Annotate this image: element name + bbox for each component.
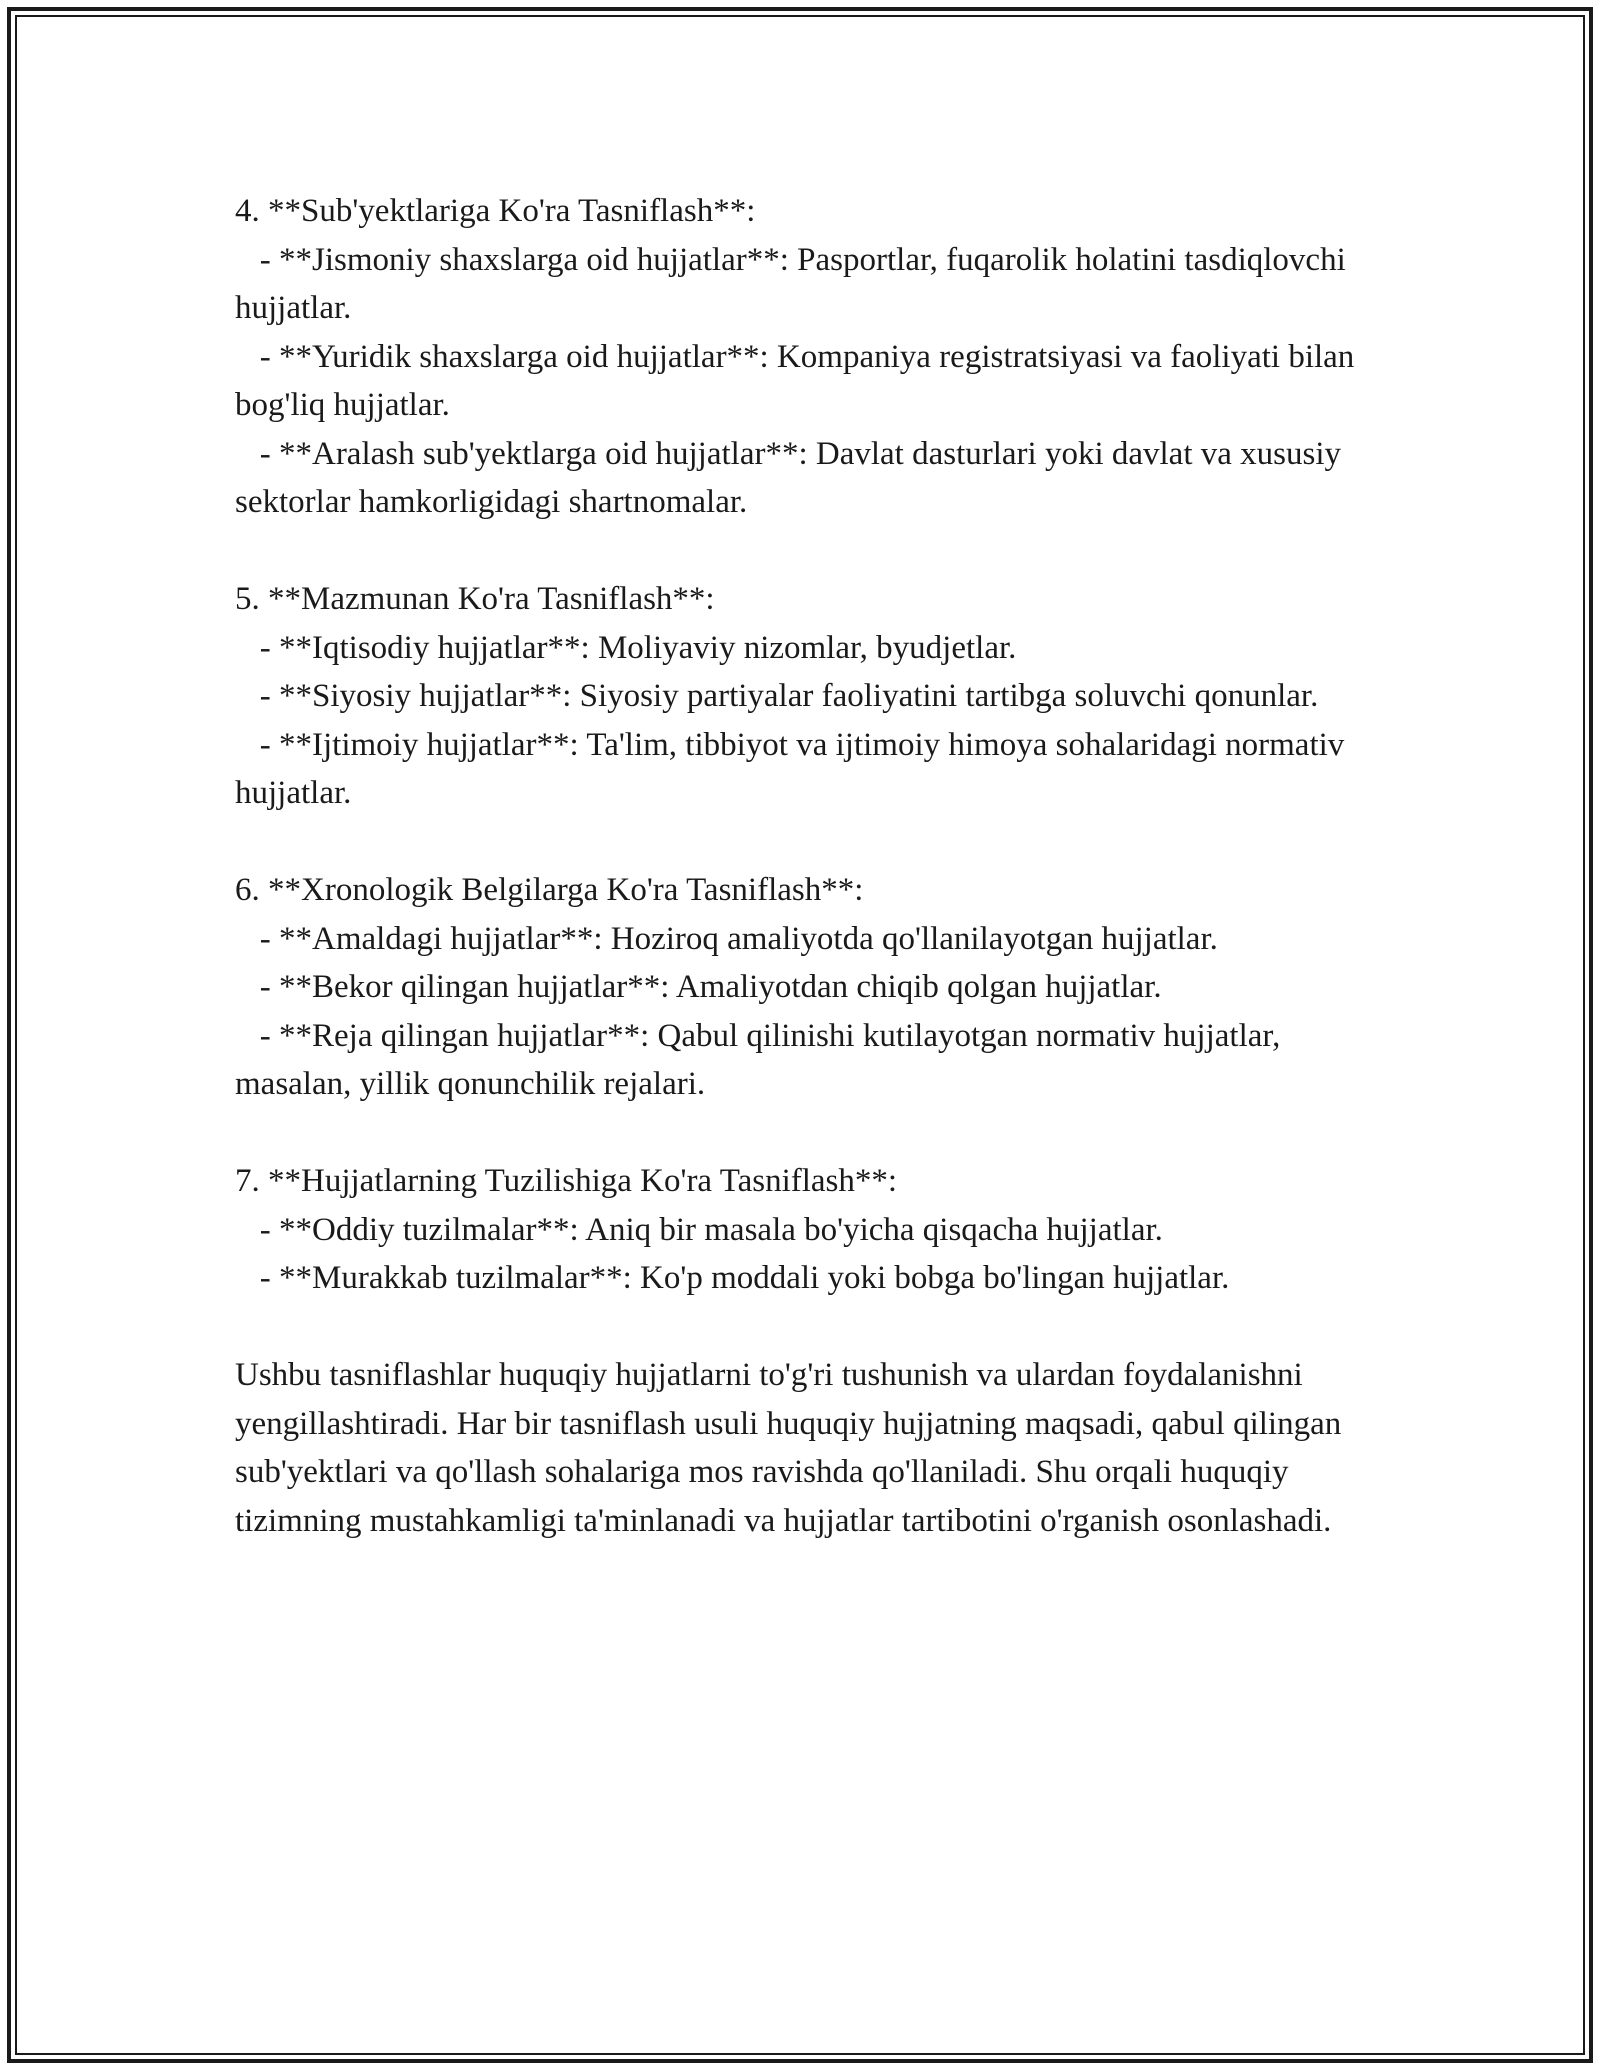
document-body bbox=[235, 187, 1363, 1545]
list-item-text: - **Yuridik shaxslarga oid hujjatlar**: Kompaniya registratsiyasi va faoliyati bilan bog'liq hujjatlar. bbox=[235, 338, 1363, 423]
list-item bbox=[235, 1012, 1360, 1109]
list-item bbox=[235, 963, 1360, 1012]
list-item-text: - **Murakkab tuzilmalar**: Ko'p moddali yoki bobga bo'lingan hujjatlar. bbox=[259, 1260, 1230, 1296]
list-item-text: - **Reja qilingan hujjatlar**: Qabul qilinishi kutilayotgan normativ hujjatlar, masalan, yillik qonunchilik rejalari. bbox=[235, 1017, 1289, 1102]
section-4 bbox=[235, 187, 1363, 527]
section-5 bbox=[235, 575, 1360, 818]
list-item-text: - **Oddiy tuzilmalar**: Aniq bir masala bo'yicha qisqacha hujjatlar. bbox=[259, 1211, 1163, 1248]
list-item bbox=[235, 672, 1360, 721]
section-heading: 7. **Hujjatlarning Tuzilishiga Ko'ra Tasniflash**: bbox=[235, 1163, 898, 1199]
list-item bbox=[235, 915, 1360, 964]
list-item bbox=[235, 1254, 1360, 1303]
list-item-text: - **Siyosiy hujjatlar**: Siyosiy partiyalar faoliyatini tartibga soluvchi qonunlar. bbox=[259, 678, 1319, 714]
list-item-text: - **Bekor qilingan hujjatlar**: Amaliyotdan chiqib qolgan hujjatlar. bbox=[259, 969, 1162, 1005]
list-item-text: - **Ijtimoiy hujjatlar**: Ta'lim, tibbiyot va ijtimoiy himoya sohalaridagi normativ hujjatlar. bbox=[235, 726, 1353, 811]
list-item-text: - **Jismoniy shaxslarga oid hujjatlar**: Pasportlar, fuqarolik holatini tasdiqlovchi hujjatlar. bbox=[235, 241, 1354, 326]
list-item bbox=[235, 721, 1360, 818]
list-item-text: - **Amaldagi hujjatlar**: Hoziroq amaliyotda qo'llanilayotgan hujjatlar. bbox=[259, 920, 1218, 957]
list-item bbox=[235, 430, 1360, 527]
conclusion-paragraph: Ushbu tasniflashlar huquqiy hujjatlarni to'g'ri tushunish va ulardan foydalanishni yengillashtiradi. Har bir tasniflash usuli huquqiy hujjatning maqsadi, qabul qilingan sub'yektlari va qo'llash sohalariga mos ravishda qo'llaniladi. Shu orqali huquqiy tizimning mustahkamligi ta'minlanadi va hujjatlar tartibotini o'rganish osonlashadi. bbox=[235, 1357, 1342, 1539]
list-item bbox=[235, 1206, 1360, 1255]
list-item bbox=[235, 236, 1360, 333]
list-item bbox=[235, 624, 1360, 673]
section-heading: 5. **Mazmunan Ko'ra Tasniflash**: bbox=[235, 581, 715, 617]
section-heading: 4. **Sub'yektlariga Ko'ra Tasniflash**: bbox=[235, 193, 756, 229]
list-item-text: - **Iqtisodiy hujjatlar**: Moliyaviy nizomlar, byudjetlar. bbox=[259, 629, 1017, 666]
section-heading: 6. **Xronologik Belgilarga Ko'ra Tasniflash**: bbox=[235, 872, 864, 908]
list-item-text: - **Aralash sub'yektlarga oid hujjatlar**: Davlat dasturlari yoki davlat va xususiy sektorlar hamkorligidagi shartnomalar. bbox=[235, 435, 1350, 520]
section-7 bbox=[235, 1157, 1360, 1303]
section-6 bbox=[235, 866, 1360, 1109]
list-item bbox=[235, 333, 1363, 430]
